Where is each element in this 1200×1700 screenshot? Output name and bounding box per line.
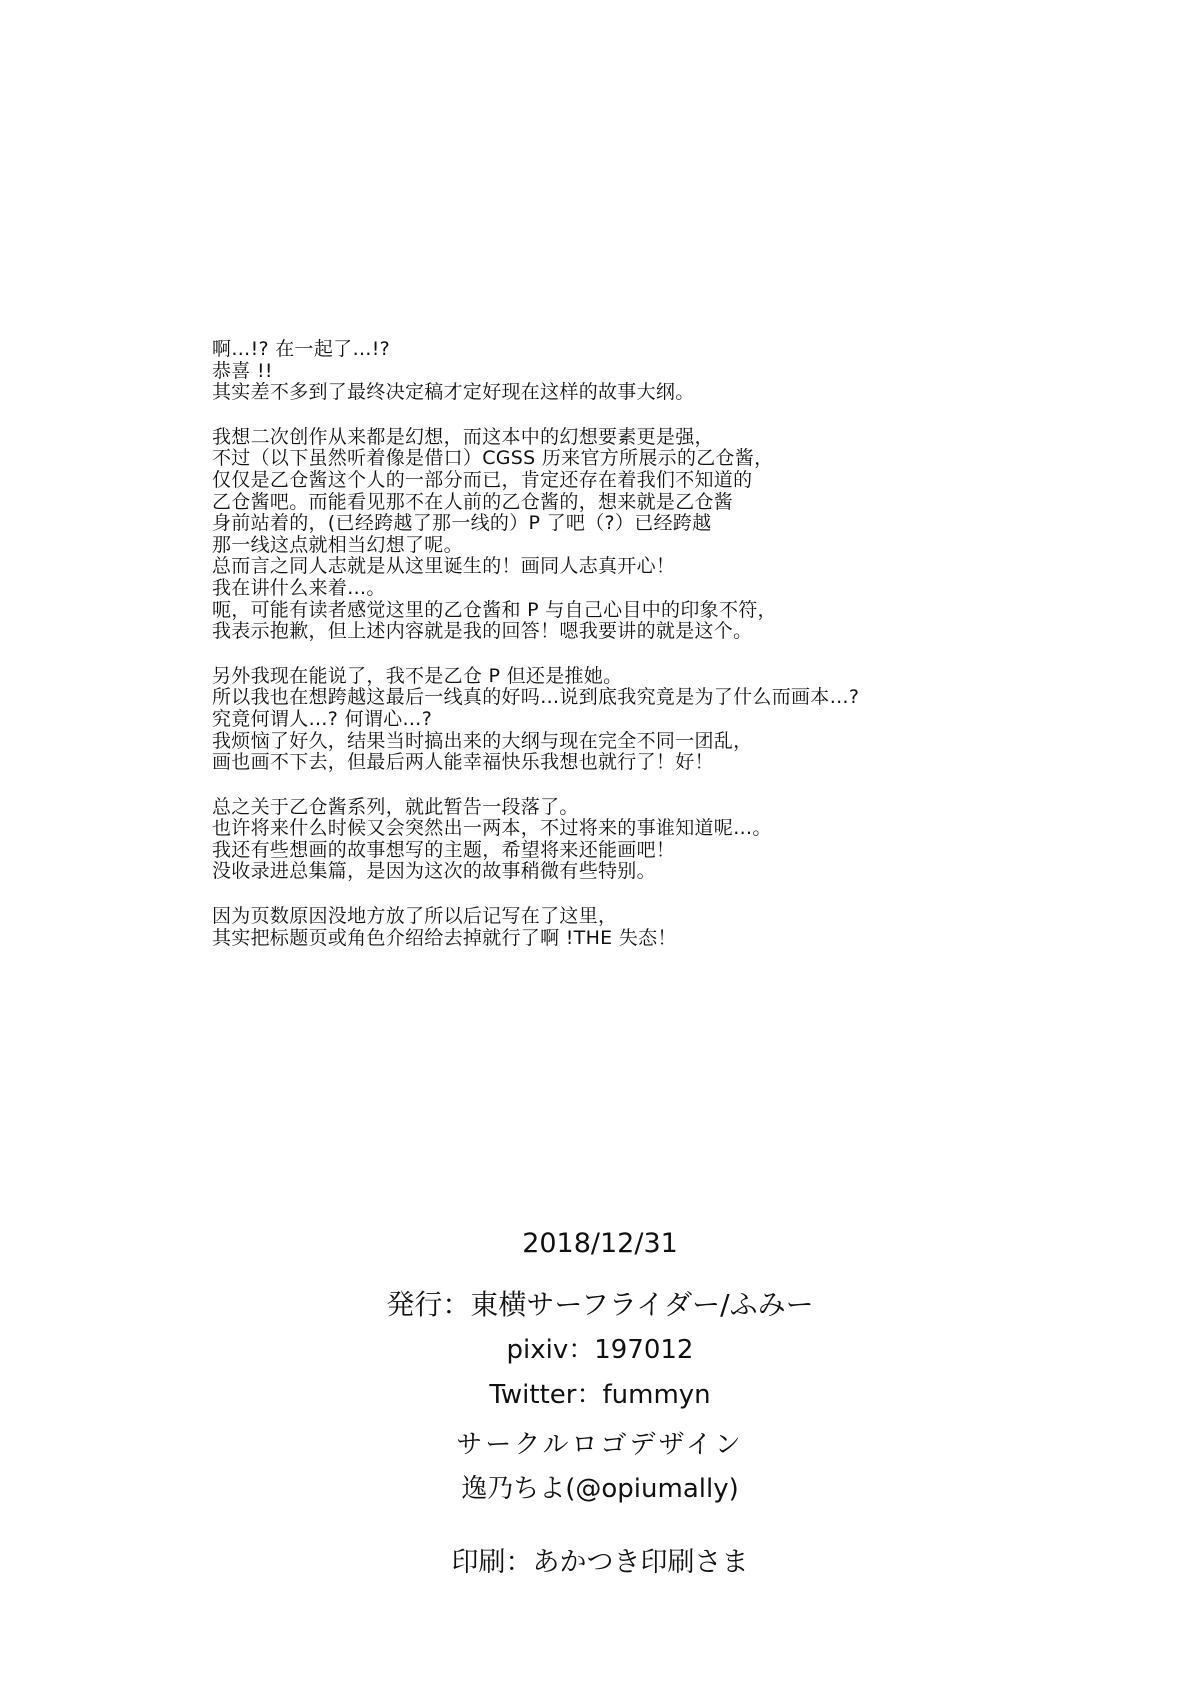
text-line: 其实差不多到了最终决定稿才定好现在这样的故事大纲。 <box>212 381 695 404</box>
text-line: 没收录进总集篇，是因为这次的故事稍微有些特别。 <box>212 860 656 883</box>
paragraph <box>212 797 972 883</box>
text-line: 不过（以下虽然听着像是借口）CGSS 历来官方所展示的乙仓酱， <box>212 447 774 470</box>
text-line: 总之关于乙仓酱系列，就此暂告一段落了。 <box>212 795 579 818</box>
colophon-twitter: Twitter：fummyn <box>489 1380 711 1410</box>
text-line: 乙仓酱吧。而能看见那不在人前的乙仓酱的，想来就是乙仓酱 <box>212 490 734 513</box>
text-line: 那一线这点就相当幻想了呢。 <box>212 533 463 556</box>
colophon-publisher: 発行：東横サーフライダー/ふみー <box>386 1288 814 1321</box>
text-line: 也许将来什么时候又会突然出一两本，不过将来的事谁知道呢…。 <box>212 817 772 840</box>
text-line: 我还有些想画的故事想写的主题，希望将来还能画吧！ <box>212 838 676 861</box>
colophon-date: 2018/12/31 <box>522 1228 678 1259</box>
text-line: 我表示抱歉，但上述内容就是我的回答！嗯我要讲的就是这个。 <box>212 620 753 643</box>
text-line: 我烦恼了好久，结果当时搞出来的大纲与现在完全不同一团乱， <box>212 729 753 752</box>
colophon-printer: 印刷：あかつき印刷さま <box>451 1547 749 1578</box>
paragraph <box>212 906 972 949</box>
text-line: 画也画不下去，但最后两人能幸福快乐我想也就行了！好！ <box>212 751 714 774</box>
colophon-pixiv: pixiv：197012 <box>506 1335 694 1365</box>
text-line: 啊…!? 在一起了…!? <box>212 338 391 360</box>
text-line: 恭喜 !! <box>212 359 273 382</box>
paragraph <box>212 339 972 404</box>
text-line: 仅仅是乙仓酱这个人的一部分而已，肯定还存在着我们不知道的 <box>212 468 753 491</box>
paragraph <box>212 666 972 774</box>
text-line: 总而言之同人志就是从这里诞生的！画同人志真开心！ <box>212 555 676 578</box>
afterword-text <box>212 339 972 972</box>
text-line: 另外我现在能说了，我不是乙仓 P 但还是推她。 <box>212 664 623 687</box>
colophon-logo-designer: 逸乃ちよ(@opiumally) <box>461 1474 739 1504</box>
text-line: 呃，可能有读者感觉这里的乙仓酱和 P 与自己心目中的印象不符， <box>212 598 777 621</box>
text-line: 我在讲什么来着…。 <box>212 576 386 599</box>
text-line: 身前站着的，(已经跨越了那一线的）P 了吧（?）已经跨越 <box>212 512 712 535</box>
text-line: 因为页数原因没地方放了所以后记写在了这里， <box>212 905 618 928</box>
paragraph <box>212 427 972 643</box>
colophon-logo-design-label: サークルロゴデザイン <box>456 1430 744 1460</box>
text-line: 其实把标题页或角色介绍给去掉就行了啊 !THE 失态！ <box>212 926 677 949</box>
text-line: 所以我也在想跨越这最后一线真的好吗…说到底我究竟是为了什么而画本…? <box>212 686 860 709</box>
text-line: 究竟何谓人…? 何谓心…? <box>212 707 433 730</box>
text-line: 我想二次创作从来都是幻想，而这本中的幻想要素更是强， <box>212 425 714 448</box>
